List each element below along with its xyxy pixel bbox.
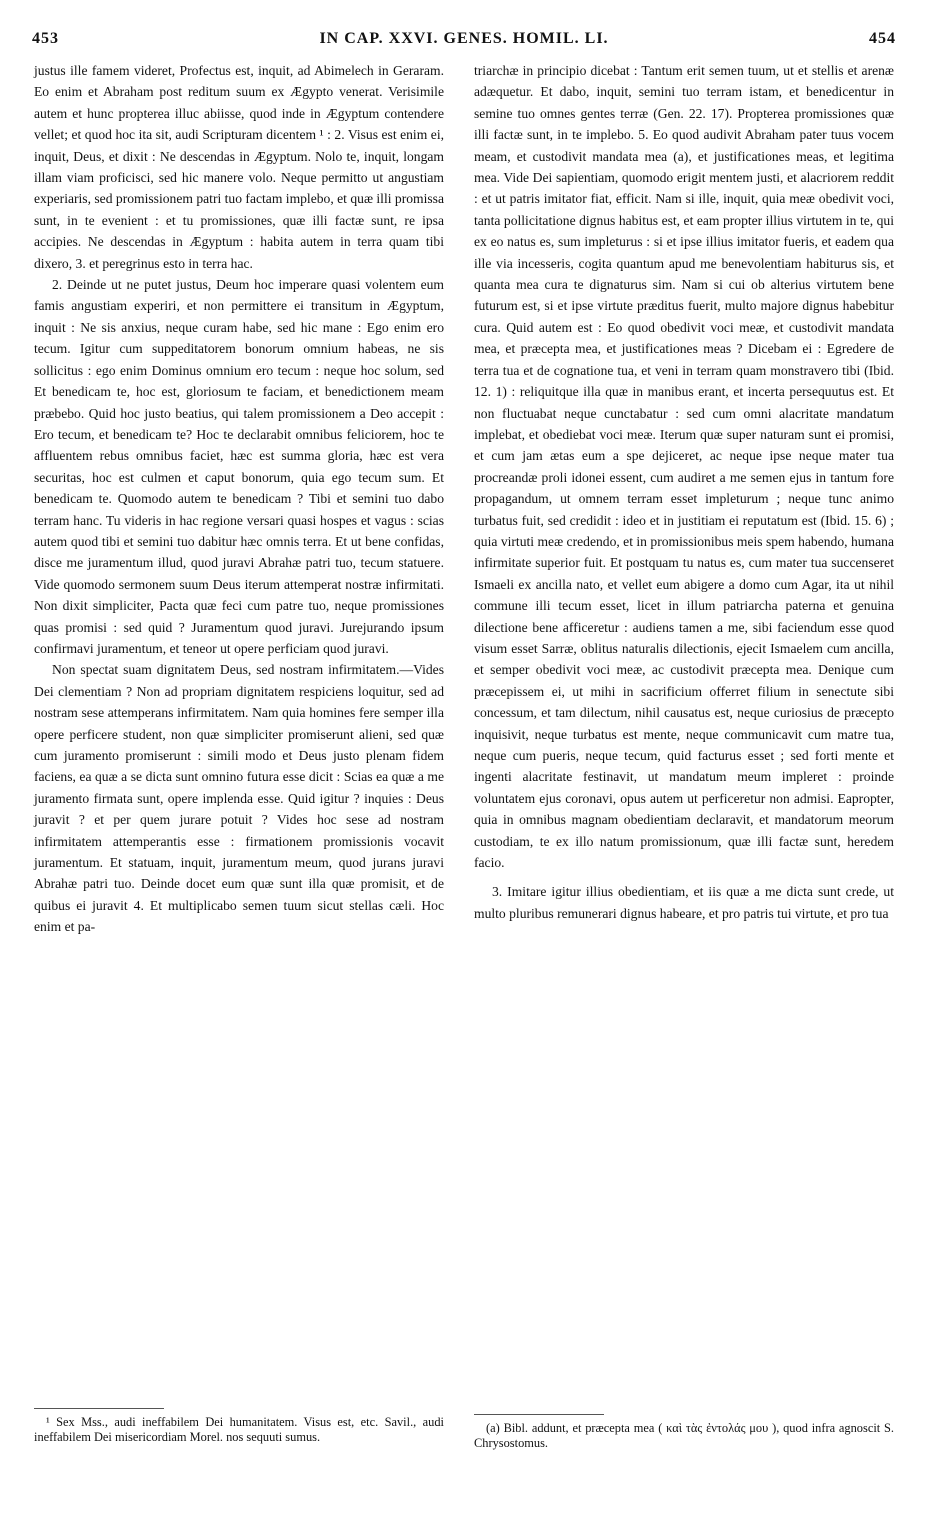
- page-number-left: 453: [32, 30, 59, 47]
- page-number-right: 454: [869, 30, 896, 47]
- right-column: [474, 60, 894, 1450]
- footnote-rule: [474, 1414, 604, 1415]
- paragraph: triarchæ in principio dicebat : Tantum erit semen tuum, ut et stellis et arenæ adæquetur. Et dabo, inquit, semini tuo terram istam, et benedicentur in semine tuo omnes gentes terræ (Gen. 22. 17). Propterea promissiones quæ illi factæ sunt, in te implebo. 5. Eo quod audivit Abraham pater tuus vocem meam, et custodivit mandata mea (a), et justificationes meas, et legitima mea. Vide Dei sapientiam, quomodo erigit mentem justi, et alacriorem reddit : et ut patris imitator fiat, efficit. Nam si ille, inquit, quia meæ obedivit voci, tanta pollicitatione dignus habitus est, et eam propter illius virtutem in te, qui ex eo natus es, sum impleturus : si et ipse illius imitator fueris, et eadem qua ille via incesseris, cogita quantum apud me benevolentiam habiturus sis, et quanta mea cura te dignaturus sim. Nam si cui ob alterius virtutem bene futurum est, si et ipse virtute præditus fuerit, multo majore dignus habebitur cura. Quid autem est : Eo quod obedivit voci meæ, et custodivit mandata mea, et præcepta mea, et justificationes meas ? Dicebam ei : Egredere de terra tua et de cognatione tua, et veni in terram quam monstravero tibi (Ibid. 12. 1) : reliquitque illa quæ in manibus erant, et incerta persequutus est. Et non fluctuabat neque cunctabatur : sed cum omni alacritate mandatum implebat, et obediebat voci meæ. Iterum quæ super naturam sunt ei promisi, et cum jam ætas eum a spe dejiceret, ac neque ipse neque mater tua procreandæ proli idonei essent, cum audiret a me semen ejus in tantum fore propagandum, ut omnem terram esset impleturum ; neque tunc animo turbatus fuit, sed credidit : ideo et in justitiam ei reputatum est (Ibid. 15. 6) ; quia virtuti meæ credendo, et in promissionibus meis spem habendo, humana infirmitate superior fuit. Et postquam tu natus es, cum mater tua succenseret Ismaeli ex ancilla nato, et vellet eum abigere a domo cum Agar, ita ut nihil commune illi tecum esset, licet in illum patriarcha paterna et genuina dilectione bene afficeretur : audiens tamen a me, sibi faciendum esse quod visum esset Sarræ, oblitus naturalis dilectionis, ejecit Ismaelem cum ancilla, et semper obedivit voci meæ, ac custodivit præcepta mea. Denique cum præcepissem ei, ut mihi in sacrificium offerret filium in senectute sibi concessum, et tam dilectum, nihil causatus est, neque curiosius de præcepto inquisivit, neque turbatus est mente, neque communicavit cum matre tua, neque cum pueris, neque tecum, quid facturus esset ; sed forti mente et ingenti alacritate festinavit, ut mandatum meum impleret : proinde voluntatem ejus coronavi, opus autem ut perficeretur non admisi. Eapropter, quia in omnibus magnam obedientiam declaravit, et mandatorum meorum custodiam, te ex illo natum promissionum, quæ illi factæ sunt, heredem facio.: [474, 63, 894, 871]
- footnotes-left: [34, 1400, 444, 1445]
- paragraph: 3. Imitare igitur illius obedientiam, et iis quæ a me dicta sunt crede, ut multo pluribus remunerari dignus habeare, et pro patris tui virtute, et pro tua: [474, 884, 894, 921]
- paragraph: Non spectat suam dignitatem Deus, sed nostram infirmitatem.—Vides Dei clementiam ? Non ad propriam dignitatem respiciens loquitur, sed ad nostram sese attemperans infirmitatem. Nam quia homines fere semper illa opere perficere student, non quæ simpliciter promiserunt alieni, sed quæ cum juramento promiserunt : simili modo et Deus justo plenam fidem faciens, ea quæ a se dicta sunt omnino futura esse dicit : Scias ea quæ a me juramento firmata sunt, opere implenda esse. Quid igitur ? inquies : Deus juravit ? et per quem jurare potuit ? Vides hoc sese ad nostram infirmitatem attemperantis esse : firmationem promissionis vocavit juramentum. Et statuam, inquit, juramentum meum, quod jurans juravi Abrahæ patri tuo. Deinde docet eum quæ sunt illa quæ promisit, et de quibus ei juravit 4. Et multiplicabo semen tuum sicut stellas cæli. Hoc enim et pa-: [34, 662, 444, 935]
- paragraph: justus ille famem videret, Profectus est, inquit, ad Abimelech in Geraram. Eo enim et Abraham post reditum suum ex Ægypto venerat. Verisimile autem et hunc propterea illuc abiisse, quod inde in Ægyptum contendere vellet; et quod hoc ita sit, audi Scripturam dicentem ¹ : 2. Visus est enim ei, inquit, Deus, et dixit : Ne descendas in Ægyptum. Nolo te, inquit, longam illam viam proficisci, sed hic manere volo. Neque permitto ut angustiam experiaris, sed promissionem patri tuo factam implebo, et quæ illi promissa sunt, in te evenient : et tu promissiones, quæ illi factæ sunt, re ipsa accipies. Ne descendas in Ægyptum : habita autem in terra quam tibi dixero, 3. et peregrinus esto in terra hac.: [34, 63, 444, 271]
- footnote: ¹ Sex Mss., audi ineffabilem Dei humanitatem. Visus est, etc. Savil., audi ineffabilem Dei misericordiam Morel. nos sequuti sumus.: [34, 1415, 444, 1444]
- paragraph: 2. Deinde ut ne putet justus, Deum hoc imperare quasi volentem eum famis angustiam experiri, et non permittere ei transitum in Ægyptum, inquit : Ne sis anxius, neque curam habe, sed hic mane : Ego enim ero tecum. Igitur cum suppeditatorem bonorum omnium habeas, ne sis sollicitus : ego enim Dominus omnium ero tecum : neque hoc solum, sed Et benedicam te, hoc est, gloriosum te faciam, et benedictionem meam præbebo. Quid hoc justo beatius, qui talem promissionem a Deo accepit : Ero tecum, et benedicam te? Hoc te declarabit omnibus feliciorem, hoc te affluentem rebus omnibus faciet, hæc est summa gloria, hæc est vera securitas, hoc est culmen et caput bonorum, quia ego tecum sum. Et benedicam te. Quomodo autem te benedicam ? Tibi et semini tuo dabo terram hanc. Tu videris in hac regione versari quasi hospes et vagus : scias autem quod tibi et semini tuo dabitur hæc omnis terra. Et ut bene confidas, disce me juramentum illud, quod juravi Abrahæ patri tuo, tecum statuere. Vide quomodo sermonem suum Deus iterum attemperat nostræ infirmitati. Non dixit simpliciter, Pacta quæ feci cum patre tuo, neque promissiones quas promisi : sed quid ? Juramentum quod juravi. Jurejurando ipsum confirmavi juramentum, et teneor ut opere perficiam quod juravi.: [34, 277, 444, 656]
- running-header: [24, 30, 904, 56]
- footnote-rule: [34, 1408, 164, 1409]
- running-title: IN CAP. XXVI. GENES. HOMIL. LI.: [319, 30, 609, 47]
- footnotes-right: [474, 1406, 894, 1451]
- footnote: (a) Bibl. addunt, et præcepta mea ( καὶ τὰς ἐντολάς μου ), quod infra agnoscit S. Chrysostomus.: [474, 1421, 894, 1450]
- left-column: [34, 60, 444, 1444]
